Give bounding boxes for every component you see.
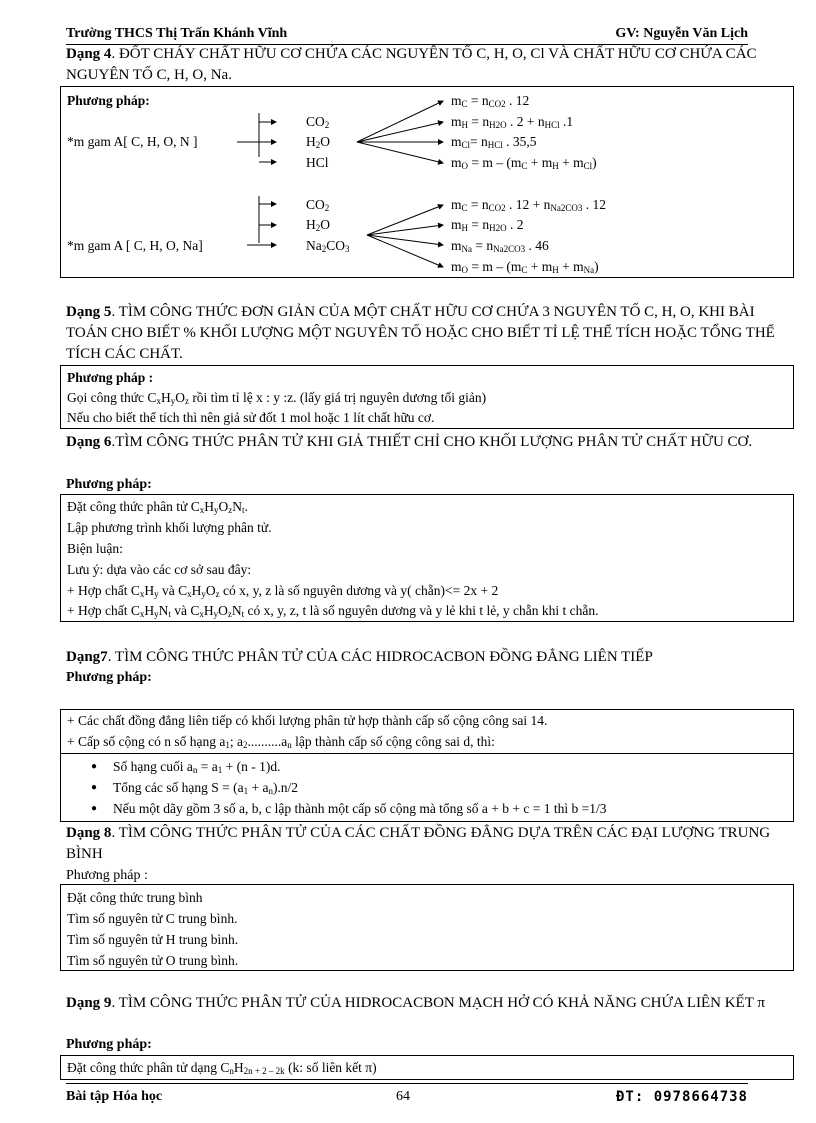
heading-dang-8: Dạng 8. TÌM CÔNG THỨC PHÂN TỬ CỦA CÁC CHẤT ĐỒNG ĐẲNG DỰA TRÊN CÁC ĐẠI LƯỢNG TRUNG BÌNH — [66, 825, 771, 862]
text-line: + Các chất đồng đẳng liên tiếp có khối lượng phân tử hợp thành cấp số cộng công sai 14. — [67, 713, 548, 728]
box-dang-8 — [60, 884, 794, 971]
page-number: 64 — [396, 1089, 410, 1104]
box-dang-9 — [60, 1055, 794, 1080]
reactant-1: *m gam A[ C, H, O, N ] — [67, 134, 198, 149]
product-h2o: $H_2O$ — [306, 217, 330, 233]
box-dang-4 — [60, 86, 794, 278]
bullet-item: ● Nếu một dãy gồm 3 số a, b, c lập thành một cấp số cộng mà tổng số a + b + c = 1 thì b =1/3 — [113, 800, 607, 818]
equation: $m_{Cl}= n_{HCl}$ . 35,5 — [451, 134, 537, 150]
bullet-item: ● Số hạng cuối $a_n = a_1 + (n - 1)d$. — [113, 758, 280, 779]
page-footer — [66, 1083, 748, 1105]
heading-dang-6: Dạng 6.TÌM CÔNG THỨC PHÂN TỬ KHI GIẢ THIẾT CHỈ CHO KHỐI LƯỢNG PHÂN TỬ CHẤT HỮU CƠ. — [66, 434, 753, 450]
equation: $m_O = m - (m_C + m_H + m_{Na})$ — [451, 259, 599, 275]
method-label: Phương pháp: — [66, 670, 152, 685]
method-label: Phương pháp: — [66, 477, 152, 492]
text-line: Biện luận: — [67, 541, 123, 556]
phone-number: ĐT: 0978664738 — [615, 1089, 748, 1105]
text-line: Lưu ý: dựa vào các cơ sở sau đây: — [67, 562, 252, 577]
text-line: Đặt công thức phân tử $C_xH_yO_zN_t$. — [67, 499, 248, 515]
equation: $m_O = m - (m_C + m_H + m_{Cl})$ — [451, 155, 597, 171]
text-line: + Hợp chất $C_xH_yN_t$ và $C_xH_yO_zN_t$ có x, y, z, t là số nguyên dương và y lẻ khi t lẻ, y chẵn khi t chẵn. — [67, 603, 599, 619]
equation: $m_{Na} = n_{Na2CO3}$ . 46 — [451, 238, 549, 254]
product-na2co3: $Na_2CO_3$ — [306, 238, 350, 254]
teacher-name: GV: Nguyễn Văn Lịch — [615, 26, 748, 41]
product-co2: $CO_2$ — [306, 114, 330, 130]
heading-dang-5: Dạng 5. TÌM CÔNG THỨC ĐƠN GIẢN CỦA MỘT CHẤT HỮU CƠ CHỨA 3 NGUYÊN TỐ C, H, O, KHI BÀI TOÁN CHO BIẾT % KHỐI LƯỢNG MỘT NGUYÊN TỐ HOẶC CHO BIẾT TỈ LỆ THỂ TÍCH HOẶC TỔNG THỂ TÍCH CÁC CHẤT. — [66, 304, 775, 362]
bullet-item: ● Tổng các số hạng $S = (a_1 + a_n).n/2$ — [113, 779, 298, 800]
text-line: + Cấp số cộng có n số hạng $a_1$; $a_2..........a_n$ lập thành cấp số cộng công sai d, thì: — [67, 734, 495, 750]
heading-dang-9: Dạng 9. TÌM CÔNG THỨC PHÂN TỬ CỦA HIDROCACBON MẠCH HỞ CÓ KHẢ NĂNG CHỨA LIÊN KẾT π — [66, 995, 765, 1011]
equation: $m_H = n_{H2O}$ . $2 + n_{HCl}$ .1 — [451, 114, 574, 130]
reactant-2: *m gam A [ C, H, O, Na] — [67, 238, 203, 253]
page-header — [66, 26, 748, 45]
product-h2o: $H_2O$ — [306, 134, 330, 150]
method-label: Phương pháp: — [66, 1037, 152, 1052]
text-line: Gọi công thức $C_xH_yO_z$ rồi tìm tỉ lệ x : y :z. (lấy giá trị nguyên dương tối giản) — [67, 390, 487, 406]
text-line: Nếu cho biết thể tích thì nên giả sử đốt 1 mol hoặc 1 lít chất hữu cơ. — [67, 410, 435, 425]
reaction-arrows — [61, 87, 793, 277]
text-line: Lập phương trình khối lượng phân tử. — [67, 520, 272, 535]
text-line: Tìm số nguyên tử C trung bình. — [67, 911, 238, 926]
text-line: Tìm số nguyên tử O trung bình. — [67, 953, 239, 968]
method-label: Phương pháp : — [67, 370, 154, 385]
text-line: Đặt công thức phân tử dạng $C_nH_{2n + 2 - 2k}$ (k: số liên kết π) — [67, 1060, 377, 1076]
school-name: Trường THCS Thị Trấn Khánh Vĩnh — [66, 26, 288, 41]
text-line: Tìm số nguyên tử H trung bình. — [67, 932, 239, 947]
heading-dang-7: Dạng7. TÌM CÔNG THỨC PHÂN TỬ CỦA CÁC HIDROCACBON ĐỒNG ĐẲNG LIÊN TIẾP — [66, 649, 653, 665]
product-hcl: HCl — [306, 155, 329, 170]
box-dang-5 — [60, 365, 794, 429]
method-label: Phương pháp: — [67, 93, 150, 108]
equation: $m_C = n_{CO2}$ . 12 — [451, 93, 530, 109]
product-co2: $CO_2$ — [306, 197, 330, 213]
text-line: + Hợp chất $C_xH_y$ và $C_xH_yO_z$ có x, y, z là số nguyên dương và y( chẵn)<= 2x + 2 — [67, 583, 499, 599]
heading-dang-4: Dạng 4. ĐỐT CHÁY CHẤT HỮU CƠ CHỨA CÁC NGUYÊN TỐ C, H, O, Cl VÀ CHẤT HỮU CƠ CHỨA CÁC NGUYÊN TỐ C, H, O, Na. — [66, 46, 757, 83]
equation: $m_C = n_{CO2}$ . $12 + n_{Na2CO3}$ . 12 — [451, 197, 607, 213]
equation: $m_H = n_{H2O}$ . 2 — [451, 217, 524, 233]
method-label: Phương pháp : — [66, 868, 148, 883]
text-line: Đặt công thức trung bình — [67, 890, 203, 905]
box-dang-7-bullets — [60, 753, 794, 822]
box-dang-6 — [60, 494, 794, 622]
box-dang-7 — [60, 709, 794, 754]
footer-title: Bài tập Hóa học — [66, 1089, 163, 1104]
